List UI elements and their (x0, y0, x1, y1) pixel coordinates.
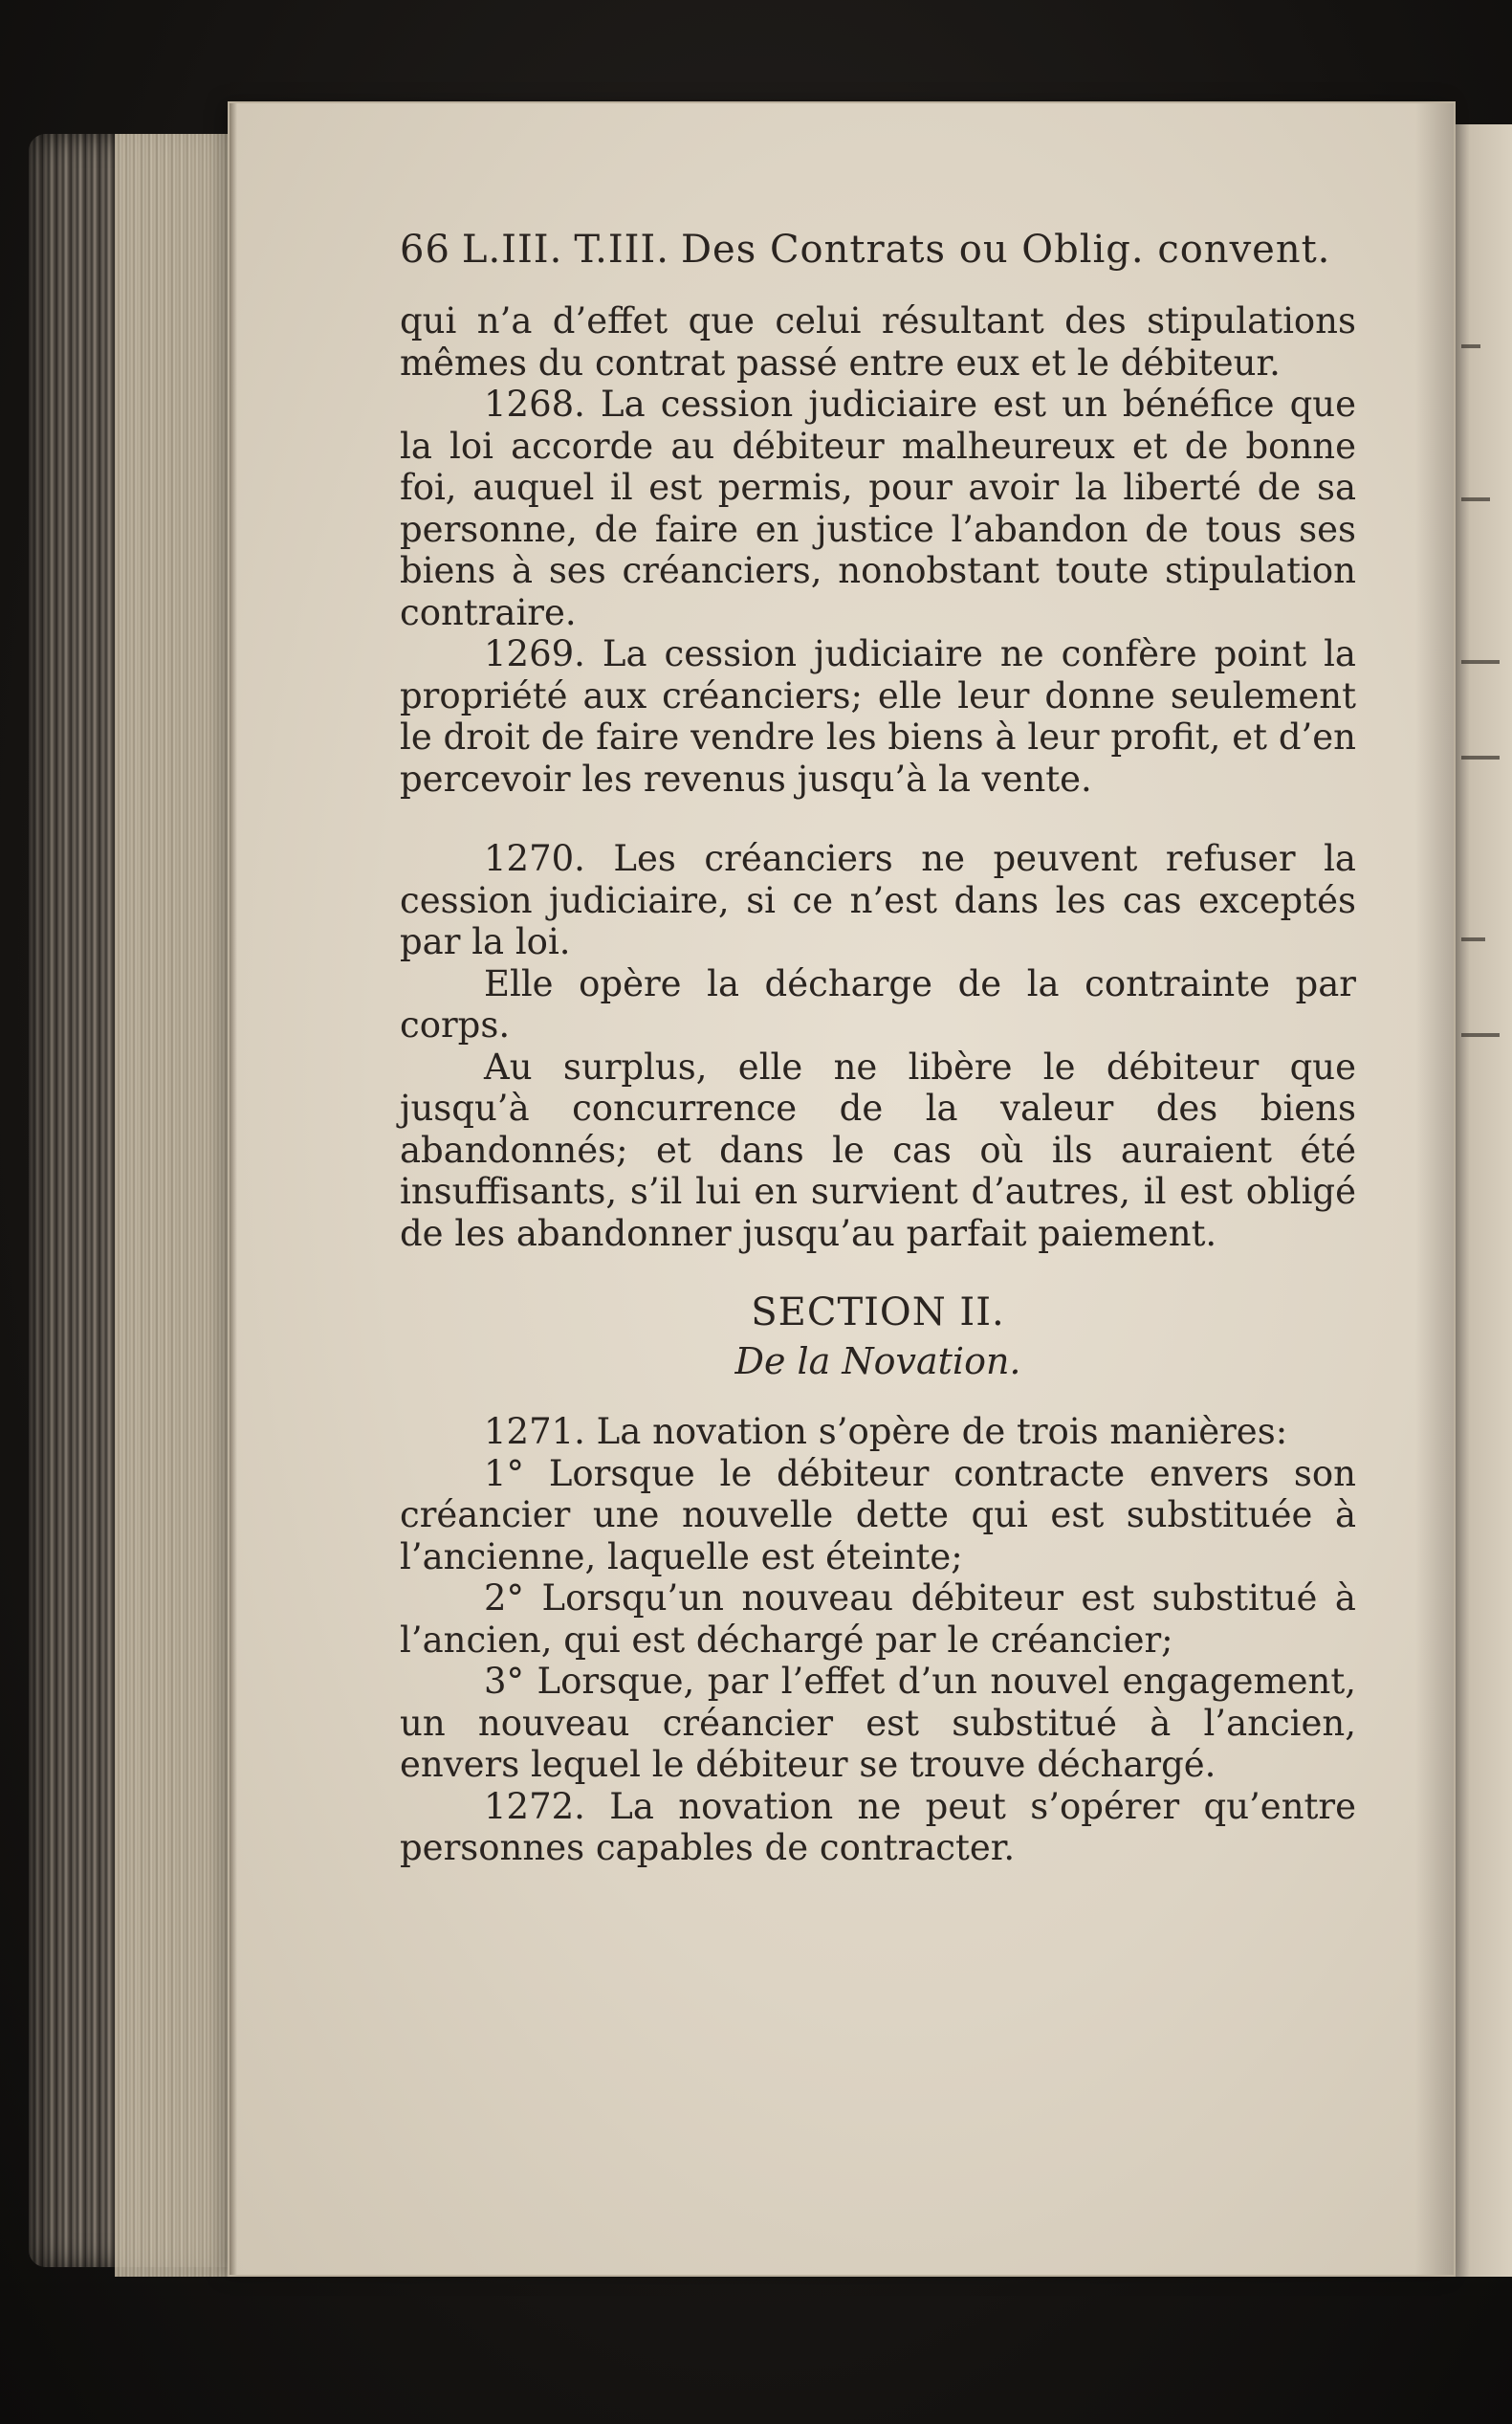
article-1268: 1268. La cession judiciaire est un bénéfice que la loi accorde au débiteur malheureux et de bonne foi, auquel il est permis, pour avoir la liberté de sa personne, de faire en justice l’abandon de tous ses biens à ses créanciers, nonobstant toute stipulation contraire. (400, 384, 1356, 633)
article-1271: 1271. La novation s’opère de trois manières: (484, 1411, 1288, 1452)
page-gutter (230, 103, 237, 2275)
paragraph-continuation: qui n’a d’effet que celui résultant des stipulations mêmes du contrat passé entre eux et le débiteur. (400, 300, 1356, 384)
book-number: L.III. (461, 228, 563, 272)
title-number: T.III. (574, 228, 669, 272)
article-1271-item-2: 2° Lorsqu’un nouveau débiteur est substitué à l’ancien, qui est déchargé par le créancier; (400, 1577, 1356, 1661)
article-1270-para-2: Elle opère la décharge de la contrainte par corps. (400, 962, 1356, 1046)
section-heading: SECTION II. (751, 1290, 1005, 1334)
article-1272: 1272. La novation ne peut s’opérer qu’entre personnes capables de contracter. (400, 1785, 1356, 1868)
book-page (230, 103, 1454, 2275)
article-1270: 1270. Les créanciers ne peuvent refuser la cession judiciaire, si ce n’est dans les cas exceptés par la loi. (400, 838, 1356, 962)
article-1269: 1269. La cession judiciaire ne confère point la propriété aux créanciers; elle leur donne seulement le droit de faire vendre les biens à leur profit, et d’en percevoir les revenus jusqu’à la vente. (400, 633, 1356, 800)
page-content (400, 228, 1356, 1869)
article-1270-para-3: Au surplus, elle ne libère le débiteur que jusqu’à concurrence de la valeur des biens abandonnés; et dans le cas où ils auraient été insuffisants, s’il lui en survient d’autres, il est obligé de les abandonner jusqu’au parfait paiement. (400, 1046, 1356, 1254)
running-head (400, 228, 1356, 272)
section-subheading: De la Novation. (734, 1340, 1021, 1382)
article-1271-item-1: 1° Lorsque le débiteur contracte envers son créancier une nouvelle dette qui est substituée à l’ancienne, laquelle est éteinte; (400, 1452, 1356, 1577)
running-subject: Des Contrats ou Oblig. convent. (680, 228, 1331, 272)
article-1271-item-3: 3° Lorsque, par l’effet d’un nouvel engagement, un nouveau créancier est substitué à l’ancien, envers lequel le débiteur se trouve déchargé. (400, 1661, 1356, 1785)
body-text-bottom (400, 1411, 1356, 1869)
body-text-top (400, 300, 1356, 1254)
page-number: 66 (400, 228, 450, 272)
facing-page-strip (1452, 124, 1512, 2277)
